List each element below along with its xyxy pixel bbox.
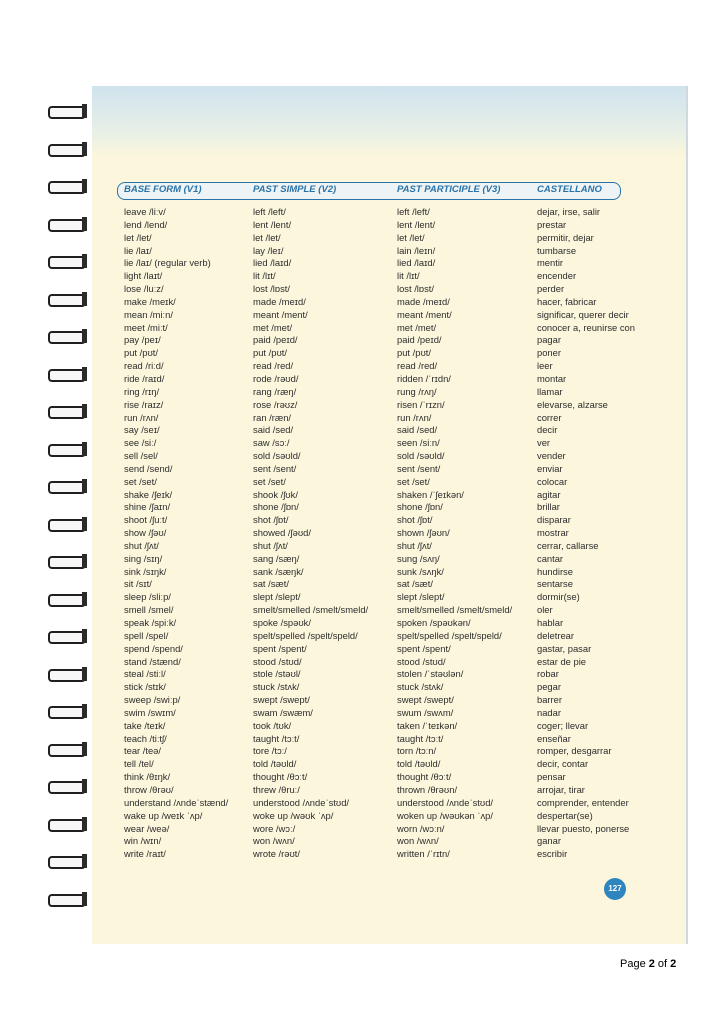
- cell-base-form: make /meɪk/: [124, 295, 176, 307]
- cell-base-form: leave /liːv/: [124, 206, 166, 217]
- cell-castellano: romper, desgarrar: [537, 745, 612, 757]
- cell-base-form: steal /stiːl/: [124, 668, 166, 680]
- cell-castellano: despertar(se): [537, 809, 593, 821]
- spiral-coil: [38, 663, 92, 701]
- cell-past-participle: set /set/: [397, 475, 430, 487]
- cell-past-participle: met /met/: [397, 321, 437, 333]
- cell-past-participle: swum /swʌm/: [397, 706, 454, 718]
- spiral-coil: [38, 850, 92, 888]
- cell-castellano: comprender, entender: [537, 796, 629, 808]
- cell-past-simple: made /meɪd/: [253, 295, 306, 307]
- spiral-ring: [48, 819, 86, 832]
- cell-castellano: gastar, pasar: [537, 642, 592, 654]
- spiral-post: [82, 179, 87, 193]
- cell-past-participle: spoken /spəʊkən/: [397, 617, 471, 628]
- cell-castellano: pagar: [537, 334, 561, 346]
- cell-past-participle: thought /θɔːt/: [397, 771, 452, 783]
- cell-castellano: significar, querer decir: [537, 308, 629, 320]
- spiral-post: [82, 104, 87, 118]
- cell-past-participle: meant /ment/: [397, 308, 452, 320]
- spiral-ring: [48, 706, 86, 719]
- cell-castellano: hundirse: [537, 565, 573, 577]
- spiral-coil: [38, 288, 92, 326]
- cell-past-participle: swept /swept/: [397, 694, 454, 706]
- cell-castellano: estar de pie: [537, 655, 586, 667]
- header-past-participle: PAST PARTICIPLE (V3): [397, 184, 501, 195]
- cell-base-form: spend /spend/: [124, 642, 183, 654]
- spiral-ring: [48, 144, 86, 157]
- cell-base-form: ride /raɪd/: [124, 372, 165, 384]
- spiral-post: [82, 892, 87, 906]
- spiral-coil: [38, 813, 92, 851]
- cell-past-participle: read /red/: [397, 360, 438, 372]
- cell-base-form: sing /sɪŋ/: [124, 552, 163, 564]
- cell-base-form: throw /θrəʊ/: [124, 783, 174, 795]
- cell-past-simple: thought /θɔːt/: [253, 771, 308, 783]
- spiral-ring: [48, 219, 86, 232]
- cell-base-form: light /laɪt/: [124, 270, 163, 282]
- cell-past-participle: shaken /ˈʃeɪkən/: [397, 488, 464, 500]
- cell-past-simple: stood /stʊd/: [253, 655, 302, 667]
- cell-castellano: poner: [537, 347, 561, 359]
- column-base-form: [124, 206, 249, 861]
- cell-past-simple: slept /slept/: [253, 591, 301, 603]
- cell-past-participle: run /rʌn/: [397, 411, 432, 423]
- cell-base-form: understand /ʌndeˈstænd/: [124, 796, 229, 808]
- cell-castellano: escribir: [537, 848, 568, 860]
- cell-base-form: speak /spiːk/: [124, 617, 177, 628]
- cell-base-form: set /set/: [124, 475, 157, 487]
- cell-past-participle: shone /ʃɒn/: [397, 501, 443, 513]
- spiral-post: [82, 442, 87, 456]
- cell-past-simple: swam /swæm/: [253, 706, 313, 718]
- spiral-coil: [38, 588, 92, 626]
- cell-past-participle: risen /ˈrɪzn/: [397, 398, 445, 410]
- cell-past-simple: understood /ʌndeˈstʊd/: [253, 796, 350, 808]
- cell-past-simple: read /red/: [253, 360, 294, 372]
- spiral-post: [82, 404, 87, 418]
- cell-past-simple: lent /lent/: [253, 218, 292, 230]
- cell-castellano: conocer a, reunirse con: [537, 321, 635, 333]
- spiral-post: [82, 854, 87, 868]
- spiral-ring: [48, 106, 86, 119]
- cell-castellano: perder: [537, 283, 565, 295]
- cell-past-participle: understood /ʌndeˈstʊd/: [397, 796, 494, 808]
- cell-castellano: permitir, dejar: [537, 231, 594, 243]
- spiral-coil: [38, 550, 92, 588]
- cell-past-participle: sunk /sʌŋk/: [397, 565, 444, 577]
- cell-past-simple: shut /ʃʌt/: [253, 539, 288, 551]
- cell-castellano: cerrar, callarse: [537, 539, 599, 551]
- cell-past-simple: taught /tɔːt/: [253, 732, 300, 744]
- cell-castellano: disparar: [537, 514, 571, 526]
- cell-past-participle: ridden /ˈrɪdn/: [397, 372, 451, 384]
- spiral-post: [82, 554, 87, 568]
- spiral-ring: [48, 894, 86, 907]
- header-base-form: BASE FORM (V1): [124, 184, 202, 195]
- header-castellano: CASTELLANO: [537, 184, 602, 195]
- cell-castellano: enseñar: [537, 732, 571, 744]
- spiral-coil: [38, 738, 92, 776]
- cell-past-simple: stuck /stʌk/: [253, 681, 300, 693]
- cell-base-form: tell /tel/: [124, 758, 154, 770]
- cell-base-form: stand /stænd/: [124, 655, 181, 667]
- spiral-post: [82, 292, 87, 306]
- cell-castellano: encender: [537, 270, 577, 282]
- spiral-ring: [48, 556, 86, 569]
- cell-past-participle: left /left/: [397, 206, 430, 217]
- spiral-coil: [38, 138, 92, 176]
- cell-past-participle: lost /lɒst/: [397, 283, 434, 295]
- cell-past-simple: took /tʊk/: [253, 719, 292, 731]
- cell-base-form: run /rʌn/: [124, 411, 159, 423]
- cell-castellano: deletrear: [537, 629, 575, 641]
- spiral-post: [82, 742, 87, 756]
- page-indicator: Page 2 of 2: [620, 958, 677, 970]
- cell-base-form: read /riːd/: [124, 360, 164, 372]
- spiral-ring: [48, 594, 86, 607]
- cell-castellano: elevarse, alzarse: [537, 398, 608, 410]
- cell-past-simple: rode /rəʊd/: [253, 372, 299, 384]
- cell-castellano: brillar: [537, 501, 560, 513]
- cell-past-simple: lay /leɪ/: [253, 244, 284, 256]
- cell-base-form: sleep /sliːp/: [124, 591, 171, 603]
- cell-castellano: hablar: [537, 617, 564, 628]
- cell-castellano: decir, contar: [537, 758, 589, 770]
- cell-castellano: montar: [537, 372, 567, 384]
- cell-past-simple: spelt/spelled /spelt/speld/: [253, 629, 358, 641]
- cell-past-participle: spelt/spelled /spelt/speld/: [397, 629, 502, 641]
- cell-past-participle: lain /leɪn/: [397, 244, 436, 256]
- cell-past-simple: tore /tɔː/: [253, 745, 287, 757]
- cell-castellano: llevar puesto, ponerse: [537, 822, 630, 834]
- spiral-ring: [48, 669, 86, 682]
- spiral-ring: [48, 631, 86, 644]
- cell-base-form: sell /sel/: [124, 450, 158, 462]
- cell-base-form: lose /luːz/: [124, 283, 164, 295]
- cell-base-form: teach /tiːtʃ/: [124, 732, 167, 744]
- spiral-post: [82, 704, 87, 718]
- spiral-post: [82, 592, 87, 606]
- cell-past-participle: sung /sʌŋ/: [397, 552, 440, 564]
- spiral-ring: [48, 744, 86, 757]
- cell-past-participle: thrown /θrəʊn/: [397, 783, 458, 795]
- cell-past-simple: shook /ʃʊk/: [253, 488, 298, 500]
- cell-base-form: tear /teə/: [124, 745, 162, 757]
- cell-base-form: wake up /weɪk ˈʌp/: [124, 809, 203, 821]
- cell-past-participle: written /ˈrɪtn/: [397, 848, 450, 860]
- cell-past-simple: ran /ræn/: [253, 411, 292, 423]
- cell-castellano: dejar, irse, salir: [537, 206, 601, 217]
- cell-castellano: robar: [537, 668, 559, 680]
- cell-past-simple: saw /sɔː/: [253, 437, 290, 449]
- spiral-ring: [48, 331, 86, 344]
- column-past-participle: [397, 206, 535, 861]
- spiral-coil: [38, 175, 92, 213]
- cell-base-form: sweep /swiːp/: [124, 694, 181, 706]
- cell-castellano: vender: [537, 450, 566, 462]
- cell-past-simple: swept /swept/: [253, 694, 310, 706]
- cell-castellano: dormir(se): [537, 591, 580, 603]
- cell-past-simple: stole /stəʊl/: [253, 668, 301, 680]
- spiral-coil: [38, 775, 92, 813]
- cell-past-simple: paid /peɪd/: [253, 334, 298, 346]
- cell-base-form: swim /swɪm/: [124, 706, 176, 718]
- cell-base-form: shut /ʃʌt/: [124, 539, 159, 551]
- cell-past-participle: sold /səʊld/: [397, 450, 445, 462]
- cell-base-form: think /θɪŋk/: [124, 771, 171, 783]
- cell-past-participle: told /təʊld/: [397, 758, 441, 770]
- cell-base-form: send /send/: [124, 462, 173, 474]
- cell-castellano: cantar: [537, 552, 564, 564]
- spiral-binding: [38, 100, 92, 925]
- cell-castellano: mostrar: [537, 527, 569, 539]
- cell-past-participle: lied /laɪd/: [397, 257, 436, 269]
- spiral-coil: [38, 700, 92, 738]
- cell-past-simple: put /pʊt/: [253, 347, 287, 359]
- cell-past-simple: spent /spent/: [253, 642, 307, 654]
- cell-base-form: mean /miːn/: [124, 308, 173, 320]
- cell-castellano: ver: [537, 437, 551, 449]
- spiral-ring: [48, 369, 86, 382]
- spiral-coil: [38, 888, 92, 926]
- cell-castellano: barrer: [537, 694, 563, 706]
- cell-base-form: shake /ʃeɪk/: [124, 488, 173, 500]
- cell-base-form: lie /laɪ/ (regular verb): [124, 257, 211, 269]
- cell-base-form: put /pʊt/: [124, 347, 158, 359]
- cell-past-participle: paid /peɪd/: [397, 334, 442, 346]
- cell-castellano: arrojar, tirar: [537, 783, 585, 795]
- spiral-coil: [38, 363, 92, 401]
- cell-base-form: meet /miːt/: [124, 321, 168, 333]
- cell-past-simple: wrote /rəʊt/: [253, 848, 301, 860]
- spiral-post: [82, 517, 87, 531]
- cell-castellano: leer: [537, 360, 553, 372]
- column-castellano: [537, 206, 677, 861]
- spiral-post: [82, 217, 87, 231]
- cell-past-participle: smelt/smelled /smelt/smeld/: [397, 604, 513, 616]
- spiral-post: [82, 329, 87, 343]
- spiral-post: [82, 479, 87, 493]
- cell-castellano: decir: [537, 424, 558, 436]
- spiral-post: [82, 367, 87, 381]
- cell-past-simple: let /let/: [253, 231, 281, 243]
- spiral-ring: [48, 294, 86, 307]
- cell-past-participle: lent /lent/: [397, 218, 436, 230]
- cell-base-form: show /ʃəʊ/: [124, 527, 167, 539]
- cell-base-form: sit /sɪt/: [124, 578, 152, 590]
- cell-past-simple: smelt/smelled /smelt/smeld/: [253, 604, 369, 616]
- cell-past-participle: spent /spent/: [397, 642, 451, 654]
- cell-past-participle: shut /ʃʌt/: [397, 539, 432, 551]
- column-past-simple: [253, 206, 395, 861]
- page-top-gradient: [92, 86, 686, 156]
- cell-base-form: smell /smel/: [124, 604, 174, 616]
- cell-past-participle: torn /tɔːn/: [397, 745, 437, 757]
- cell-past-simple: sent /sent/: [253, 462, 297, 474]
- cell-past-participle: taught /tɔːt/: [397, 732, 444, 744]
- cell-past-participle: taken /ˈteɪkən/: [397, 719, 458, 731]
- spiral-coil: [38, 400, 92, 438]
- cell-castellano: sentarse: [537, 578, 573, 590]
- spiral-post: [82, 779, 87, 793]
- cell-castellano: enviar: [537, 462, 563, 474]
- cell-past-participle: won /wʌn/: [397, 835, 439, 847]
- cell-past-simple: lost /lɒst/: [253, 283, 290, 295]
- cell-past-simple: meant /ment/: [253, 308, 308, 320]
- cell-castellano: correr: [537, 411, 562, 423]
- spiral-ring: [48, 481, 86, 494]
- cell-past-participle: seen /siːn/: [397, 437, 440, 449]
- spiral-coil: [38, 625, 92, 663]
- cell-castellano: pegar: [537, 681, 561, 693]
- spiral-post: [82, 629, 87, 643]
- cell-past-simple: said /sed/: [253, 424, 294, 436]
- spiral-post: [82, 142, 87, 156]
- cell-castellano: pensar: [537, 771, 566, 783]
- cell-castellano: oler: [537, 604, 553, 616]
- spiral-post: [82, 254, 87, 268]
- spiral-ring: [48, 256, 86, 269]
- header-past-simple: PAST SIMPLE (V2): [253, 184, 337, 195]
- spiral-post: [82, 817, 87, 831]
- cell-past-simple: wore /wɔː/: [253, 822, 296, 834]
- cell-past-participle: shown /ʃəʊn/: [397, 527, 450, 539]
- cell-castellano: colocar: [537, 475, 568, 487]
- cell-castellano: ganar: [537, 835, 561, 847]
- cell-past-simple: set /set/: [253, 475, 286, 487]
- spiral-coil: [38, 475, 92, 513]
- cell-past-simple: lied /laɪd/: [253, 257, 292, 269]
- cell-past-participle: sent /sent/: [397, 462, 441, 474]
- cell-past-simple: rang /ræŋ/: [253, 385, 297, 397]
- cell-base-form: stick /stɪk/: [124, 681, 166, 693]
- cell-past-simple: showed /ʃəʊd/: [253, 527, 311, 539]
- cell-past-simple: won /wʌn/: [253, 835, 295, 847]
- cell-past-simple: told /təʊld/: [253, 758, 297, 770]
- cell-past-participle: put /pʊt/: [397, 347, 431, 359]
- cell-past-simple: spoke /spəʊk/: [253, 617, 311, 628]
- cell-base-form: ring /rɪŋ/: [124, 385, 160, 397]
- spiral-coil: [38, 100, 92, 138]
- cell-base-form: say /seɪ/: [124, 424, 160, 436]
- cell-base-form: rise /raɪz/: [124, 398, 164, 410]
- spiral-coil: [38, 513, 92, 551]
- cell-castellano: nadar: [537, 706, 561, 718]
- cell-past-participle: let /let/: [397, 231, 425, 243]
- cell-base-form: win /wɪn/: [124, 835, 162, 847]
- cell-castellano: agitar: [537, 488, 561, 500]
- cell-past-participle: stolen /ˈstəʊlən/: [397, 668, 464, 680]
- spiral-coil: [38, 250, 92, 288]
- cell-base-form: take /teɪk/: [124, 719, 166, 731]
- cell-base-form: sink /sɪŋk/: [124, 565, 167, 577]
- page-edge: [686, 86, 688, 944]
- spiral-post: [82, 667, 87, 681]
- cell-base-form: shine /ʃaɪn/: [124, 501, 171, 513]
- cell-base-form: spell /spel/: [124, 629, 169, 641]
- cell-base-form: write /raɪt/: [124, 848, 166, 860]
- cell-past-participle: rung /rʌŋ/: [397, 385, 437, 397]
- cell-past-simple: lit /lɪt/: [253, 270, 276, 282]
- spiral-ring: [48, 444, 86, 457]
- cell-base-form: see /siː/: [124, 437, 157, 449]
- cell-base-form: let /let/: [124, 231, 152, 243]
- cell-castellano: coger; llevar: [537, 719, 589, 731]
- cell-past-participle: shot /ʃɒt/: [397, 514, 433, 526]
- cell-past-simple: met /met/: [253, 321, 293, 333]
- cell-past-participle: slept /slept/: [397, 591, 445, 603]
- cell-base-form: shoot /ʃuːt/: [124, 514, 168, 526]
- cell-past-simple: left /left/: [253, 206, 286, 217]
- cell-past-participle: stood /stʊd/: [397, 655, 446, 667]
- cell-past-participle: lit /lɪt/: [397, 270, 420, 282]
- cell-castellano: hacer, fabricar: [537, 295, 597, 307]
- cell-past-participle: sat /sæt/: [397, 578, 433, 590]
- cell-past-simple: rose /rəʊz/: [253, 398, 298, 410]
- cell-past-participle: stuck /stʌk/: [397, 681, 444, 693]
- cell-base-form: lend /lend/: [124, 218, 168, 230]
- cell-past-simple: woke up /wəʊk ˈʌp/: [253, 809, 334, 821]
- cell-past-participle: woken up /wəʊkən ˈʌp/: [397, 809, 494, 821]
- spiral-coil: [38, 213, 92, 251]
- cell-past-simple: threw /θruː/: [253, 783, 300, 795]
- cell-base-form: wear /weə/: [124, 822, 170, 834]
- cell-castellano: llamar: [537, 385, 563, 397]
- cell-past-simple: shot /ʃɒt/: [253, 514, 289, 526]
- cell-castellano: prestar: [537, 218, 567, 230]
- cell-base-form: lie /laɪ/: [124, 244, 152, 256]
- cell-past-simple: shone /ʃɒn/: [253, 501, 299, 513]
- cell-base-form: pay /peɪ/: [124, 334, 161, 346]
- spiral-ring: [48, 856, 86, 869]
- cell-past-simple: sold /səʊld/: [253, 450, 301, 462]
- cell-castellano: tumbarse: [537, 244, 577, 256]
- spiral-ring: [48, 181, 86, 194]
- spiral-ring: [48, 781, 86, 794]
- cell-past-participle: said /sed/: [397, 424, 438, 436]
- cell-past-participle: made /meɪd/: [397, 295, 450, 307]
- spiral-coil: [38, 325, 92, 363]
- cell-past-simple: sank /sæŋk/: [253, 565, 304, 577]
- cell-past-simple: sat /sæt/: [253, 578, 289, 590]
- book-page-number: 127: [604, 878, 626, 900]
- spiral-ring: [48, 519, 86, 532]
- cell-past-simple: sang /sæŋ/: [253, 552, 300, 564]
- spiral-coil: [38, 438, 92, 476]
- spiral-ring: [48, 406, 86, 419]
- cell-past-participle: worn /wɔːn/: [397, 822, 445, 834]
- cell-castellano: mentir: [537, 257, 564, 269]
